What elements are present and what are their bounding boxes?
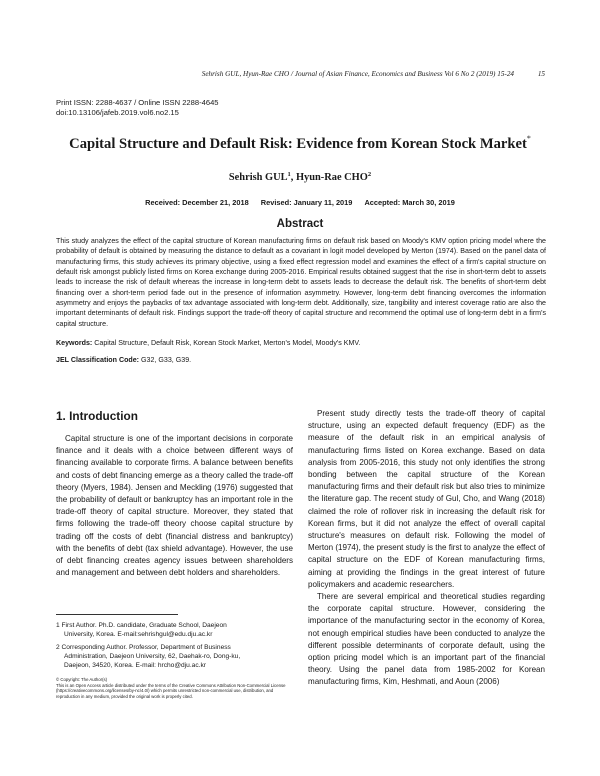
footnote-1-line-2: University, Korea. E-mail:sehrishgul@edu.dju.ac.kr [64,631,213,639]
article-dates [0,198,600,207]
author-separator: , [290,172,296,183]
abstract-text: This study analyzes the effect of the capital structure of Korean manufacturing firms on default risk based on Moody's KMV option pricing model where the probability of default is obtained by measuring the distance to default as a covariant in logit model developed by Merton (1974). Based on the panel data of manufacturing firms, this study achieves its primary objective, using a fixed effect regression model and examines the effect of a firm's capital structure on default risk amongst publicly listed firms on Korea exchange during 2005-2016. Empirical results obtained suggest that the rise in short-term debt to assets leads to increase the risk of default whereas the increase in long-term debt to assets leads to decrease the default risk. The benefits of short-term debt financing over a short-term period fade out in the presence of information asymmetry. However, long-term debt financing overcomes the information asymmetry and enjoys the paybacks of tax advantage associated with long-term debt. Additionally, size, tangibility and interest coverage ratio are also the important determinants of default risk. Findings support the trade-off theory of capital structure and recommend the optimal use of long-term debt in a firm's capital structure. [56,237,546,328]
author-1-mark: 1 [287,171,291,178]
footnote-1 [56,621,293,639]
author-1: Sehrish GUL [228,172,288,183]
intro-paragraph-3: There are several empirical and theoretical studies regarding the corporate capital structure. However, considering the importance of the manufacturing sector in the economy of Korea, not enough empirical studies have been conducted to analyze the different possible determinants of corporate default, using the option pricing model which is an important part of the financial theory. Using the panel data from 1985-2002 for Korean manufacturing firms, Kim, Heshmati, and Aoun (2006) [308,592,545,687]
license-text: This is an Open Access article distributed under the terms of the Creative Commons Attribution Non-Commercial License (https://creativecommons.org/licenses/by-nc/4.0/) which permits unrestricted non-commercial use, distribution, and reproduction in any medium, provided the original work is properly cited. [56,682,286,699]
intro-paragraph-2: Present study directly tests the trade-off theory of capital structure, using an expected default frequency (EDF) as the measure of the default risk in an empirical analysis of manufacturing firms listed on Korea exchange. Based on data analysis from 2005-2016, this study not only identifies the strong bonding between the capital structure of the Korean manufacturing firms and their default risk but also tries to minimize the literature gap. The recent study of Gul, Cho, and Wang (2018) claimed the role of rollover risk in increasing the default risk for Korean firms, but it did not analyze the effect of overall capital structure's measures on default risk. Following the model of Merton (1974), the present study is the first to analyze the effect of capital structure on the EDF of Korean manufacturing firms, aiming at providing the findings in the great interest of future policymakers and academic researchers. [308,409,545,589]
right-column [308,408,545,689]
running-head [0,70,545,78]
jel-codes [56,356,546,364]
footnote-2-line-1: 2 Corresponding Author. Professor, Department of Business [56,644,231,651]
author-2-mark: 2 [367,171,372,178]
footnote-2-line-2: Administration, Daejeon University, 62, Daehak-ro, Dong-ku, [64,653,241,661]
footnote-2 [56,643,293,671]
received-date: Received: December 21, 2018 [145,198,249,207]
paper-title-text: Capital Structure and Default Risk: Evidence from Korean Stock Market [69,136,527,152]
jel-text: G32, G33, G39. [141,356,192,364]
accepted-date: Accepted: March 30, 2019 [364,198,455,207]
footnote-divider [56,614,178,615]
copyright-notice [56,677,293,699]
page-number: 15 [537,70,545,78]
author-2: Hyun-Rae CHO [295,172,368,183]
running-head-text: Sehrish GUL, Hyun-Rae CHO / Journal of Asian Finance, Economics and Business Vol 6 No 2 (2019) 15-24 [201,70,515,78]
publication-ids [56,98,219,118]
title-footnote-mark: * [526,134,531,143]
revised-date: Revised: January 11, 2019 [260,198,353,207]
abstract-heading: Abstract [276,218,324,230]
section-heading-introduction: 1. Introduction [56,409,138,423]
paper-title [0,134,600,153]
footnote-2-line-3: Daejeon, 34520, Korea. E-mail: hrcho@dju.ac.kr [64,662,206,670]
doi-line: doi:10.13106/jafeb.2019.vol6.no2.15 [56,108,179,117]
issn-line: Print ISSN: 2288-4637 / Online ISSN 2288-4645 [56,98,219,107]
author-list [0,171,600,183]
keywords-label: Keywords: [56,339,93,347]
left-column [56,433,293,579]
footnote-1-line-1: 1 First Author. Ph.D. candidate, Graduate School, Daejeon [56,622,227,629]
copyright-line: © Copyright: The Author(s) [56,677,108,682]
keywords [56,339,546,347]
keywords-text: Capital Structure, Default Risk, Korean Stock Market, Merton's Model, Moody's KMV. [94,339,361,347]
intro-paragraph-1: Capital structure is one of the important decisions in corporate finance and it deals with a choice between different ways of financing available to corporate firms. A balance between benefits and costs of debt financing emerge as a theory called the trade-off theory (Myers, 1984). Jensen and Meckling (1976) suggested that the probability of default or bankruptcy has an important role in the trade-off theory of capital structure. Moreover, they stated that firms following the trade-off theory choose capital structure by trading off the costs of debt (financial distress and bankruptcy) with the benefits of debt (tax shield advantage). However, the use of debt financing creates agency issues between shareholders and management and between debt holders and shareholders. [56,434,293,578]
jel-label: JEL Classification Code: [56,356,140,364]
